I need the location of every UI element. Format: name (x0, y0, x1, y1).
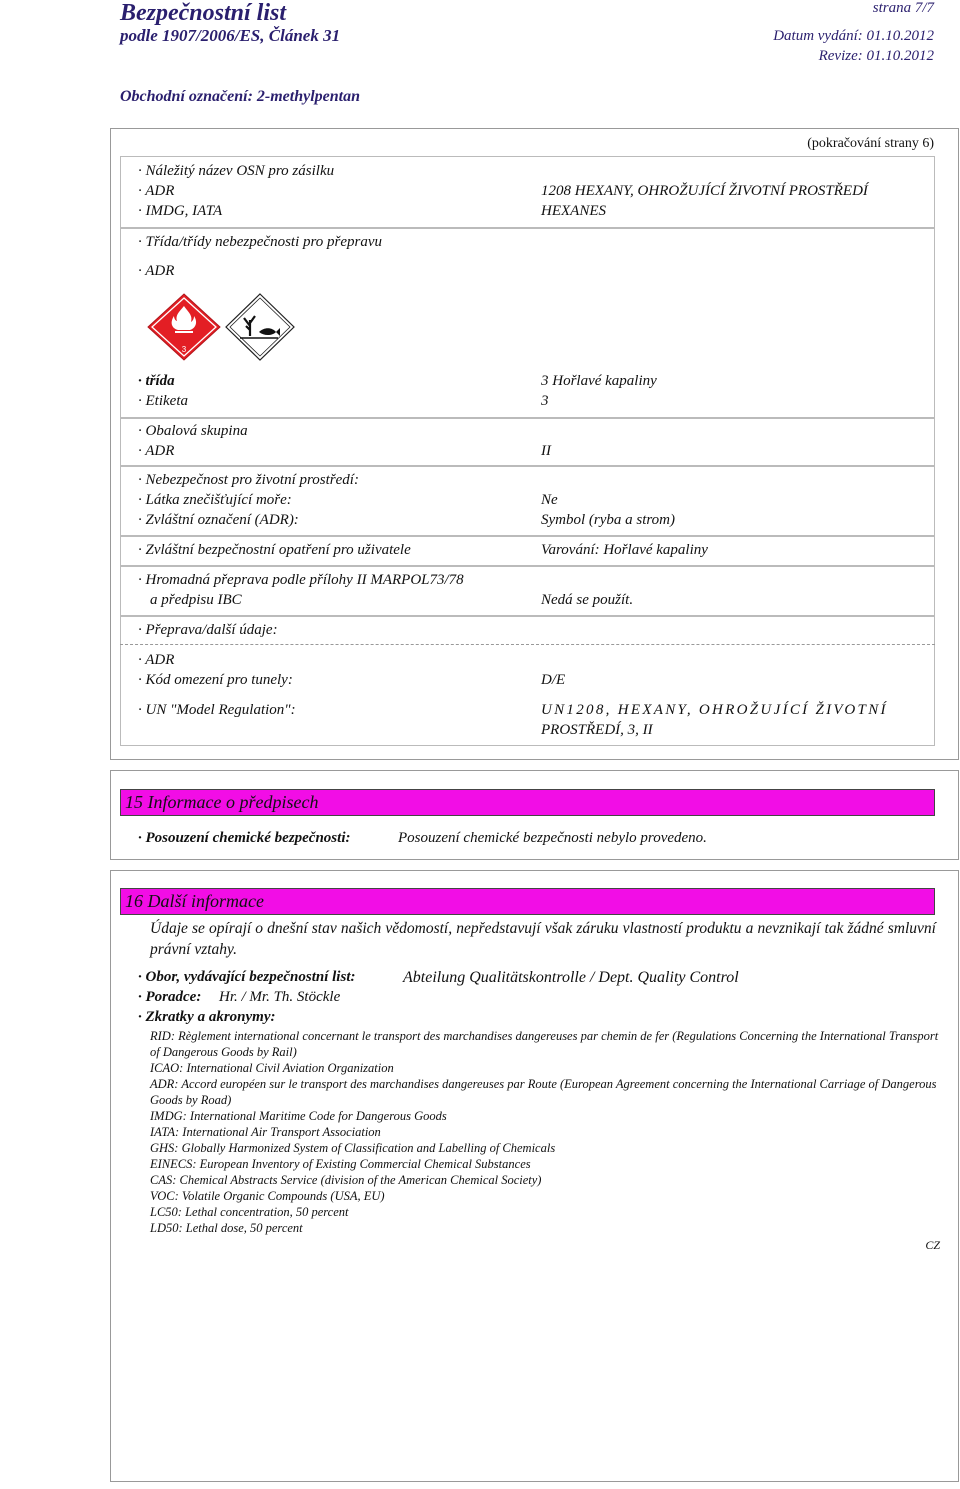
model-value-2: PROSTŘEDÍ, 3, II (541, 722, 653, 738)
section16-intro: Údaje se opírají o dnešní stav našich vědomostí, nepředstavují však záruku vlastností produktu a nevznikají tak žádné smluvní právní vztahy. (150, 920, 936, 958)
flammable-liquid-diamond-icon (146, 292, 222, 362)
issuer-label: · Obor, vydávající bezpečnostní list: (138, 969, 356, 985)
advisor-label: · Poradce: (138, 989, 202, 1005)
trade-name: Obchodní označení: 2-methylpentan (120, 88, 361, 105)
language-code: CZ (925, 1238, 940, 1252)
trida-label: · třída (138, 373, 175, 389)
tunnel-label: · Kód omezení pro tunely: (138, 672, 293, 688)
environment-hazard-diamond-icon (224, 292, 296, 362)
special-mark-label: · Zvláštní označení (ADR): (138, 512, 299, 528)
dashed-separator (120, 644, 935, 645)
abbr-item: EINECS: European Inventory of Existing Commercial Chemical Substances (150, 1157, 531, 1171)
packing-adr-value: II (541, 443, 551, 459)
imdg-label: · IMDG, IATA (138, 203, 223, 219)
imdg-value: HEXANES (541, 203, 606, 219)
other-label: · Přeprava/další údaje: (138, 622, 278, 638)
revision-date: Revize: 01.10.2012 (818, 48, 934, 64)
section16-heading-text: 16 Další informace (125, 891, 264, 911)
model-value-1: UN1208, HEXANY, OHROŽUJÍCÍ ŽIVOTNÍ (541, 702, 888, 718)
issuer-value: Abteilung Qualitätskontrolle / Dept. Quality Control (403, 969, 739, 986)
abbr-item: GHS: Globally Harmonized System of Classification and Labelling of Chemicals (150, 1141, 556, 1155)
assessment-label: · Posouzení chemické bezpečnosti: (138, 830, 351, 846)
issue-date: Datum vydání: 01.10.2012 (773, 28, 934, 44)
marine-value: Ne (541, 492, 558, 508)
trida-value: 3 Hořlavé kapaliny (541, 373, 657, 389)
precautions-label: · Zvláštní bezpečnostní opatření pro uživatele (138, 542, 411, 558)
document-title: Bezpečnostní list (120, 0, 287, 26)
abbr-item: IATA: International Air Transport Association (150, 1125, 381, 1139)
abbr-label: · Zkratky a akronymy: (138, 1009, 276, 1025)
etiketa-label: · Etiketa (138, 393, 188, 409)
special-mark-value: Symbol (ryba a strom) (541, 512, 676, 528)
assessment-value: Posouzení chemické bezpečnosti nebylo provedeno. (398, 830, 707, 846)
abbr-item: ADR: Accord européen sur le transport des marchandises dangereuses par Route (European Agreement concerning the International Carriage of Dangerous Goods by Road) (150, 1077, 937, 1107)
abbr-item: LC50: Lethal concentration, 50 percent (150, 1205, 349, 1219)
bulk-label-2: a předpisu IBC (150, 592, 242, 608)
abbr-item: VOC: Volatile Organic Compounds (USA, EU) (150, 1189, 385, 1203)
etiketa-value: 3 (541, 393, 549, 409)
section15-heading-text: 15 Informace o předpisech (125, 792, 319, 812)
class-adr-label: · ADR (138, 263, 175, 279)
section15-heading (120, 789, 935, 816)
packing-adr-label: · ADR (138, 443, 175, 459)
precautions-value: Varování: Hořlavé kapaliny (541, 542, 708, 558)
page-number: strana 7/7 (872, 0, 934, 16)
abbr-item: CAS: Chemical Abstracts Service (division of the American Chemical Society) (150, 1173, 542, 1187)
bulk-value: Nedá se použít. (541, 592, 634, 608)
section16-heading (120, 888, 935, 915)
bulk-label-1: · Hromadná přeprava podle přílohy II MARPOL73/78 (138, 572, 464, 588)
abbr-item: ICAO: International Civil Aviation Organization (150, 1061, 394, 1075)
abbr-item: IMDG: International Maritime Code for Dangerous Goods (150, 1109, 447, 1123)
document-subtitle: podle 1907/2006/ES, Článek 31 (120, 26, 341, 45)
advisor-value: Hr. / Mr. Th. Stöckle (219, 989, 341, 1005)
packing-label: · Obalová skupina (138, 423, 248, 439)
class-label: · Třída/třídy nebezpečnosti pro přepravu (138, 234, 383, 250)
abbr-item: RID: Règlement international concernant le transport des marchandises dangereuses par chemin de fer (Regulations Concerning the International Transport of Dangerous Goods by Rail) (150, 1029, 939, 1059)
svg-text:3: 3 (181, 345, 187, 354)
env-label: · Nebezpečnost pro životní prostředí: (138, 472, 359, 488)
continuation-note: (pokračování strany 6) (807, 136, 934, 151)
other-adr-label: · ADR (138, 652, 175, 668)
adr-label: · ADR (138, 183, 175, 199)
abbr-item: LD50: Lethal dose, 50 percent (150, 1221, 303, 1235)
tunnel-value: D/E (541, 672, 566, 688)
model-label: · UN "Model Regulation": (138, 702, 296, 718)
marine-label: · Látka znečišťující moře: (138, 492, 292, 508)
un-name-label: · Náležitý název OSN pro zásilku (138, 163, 335, 179)
adr-value: 1208 HEXANY, OHROŽUJÍCÍ ŽIVOTNÍ PROSTŘEDÍ (541, 183, 868, 199)
